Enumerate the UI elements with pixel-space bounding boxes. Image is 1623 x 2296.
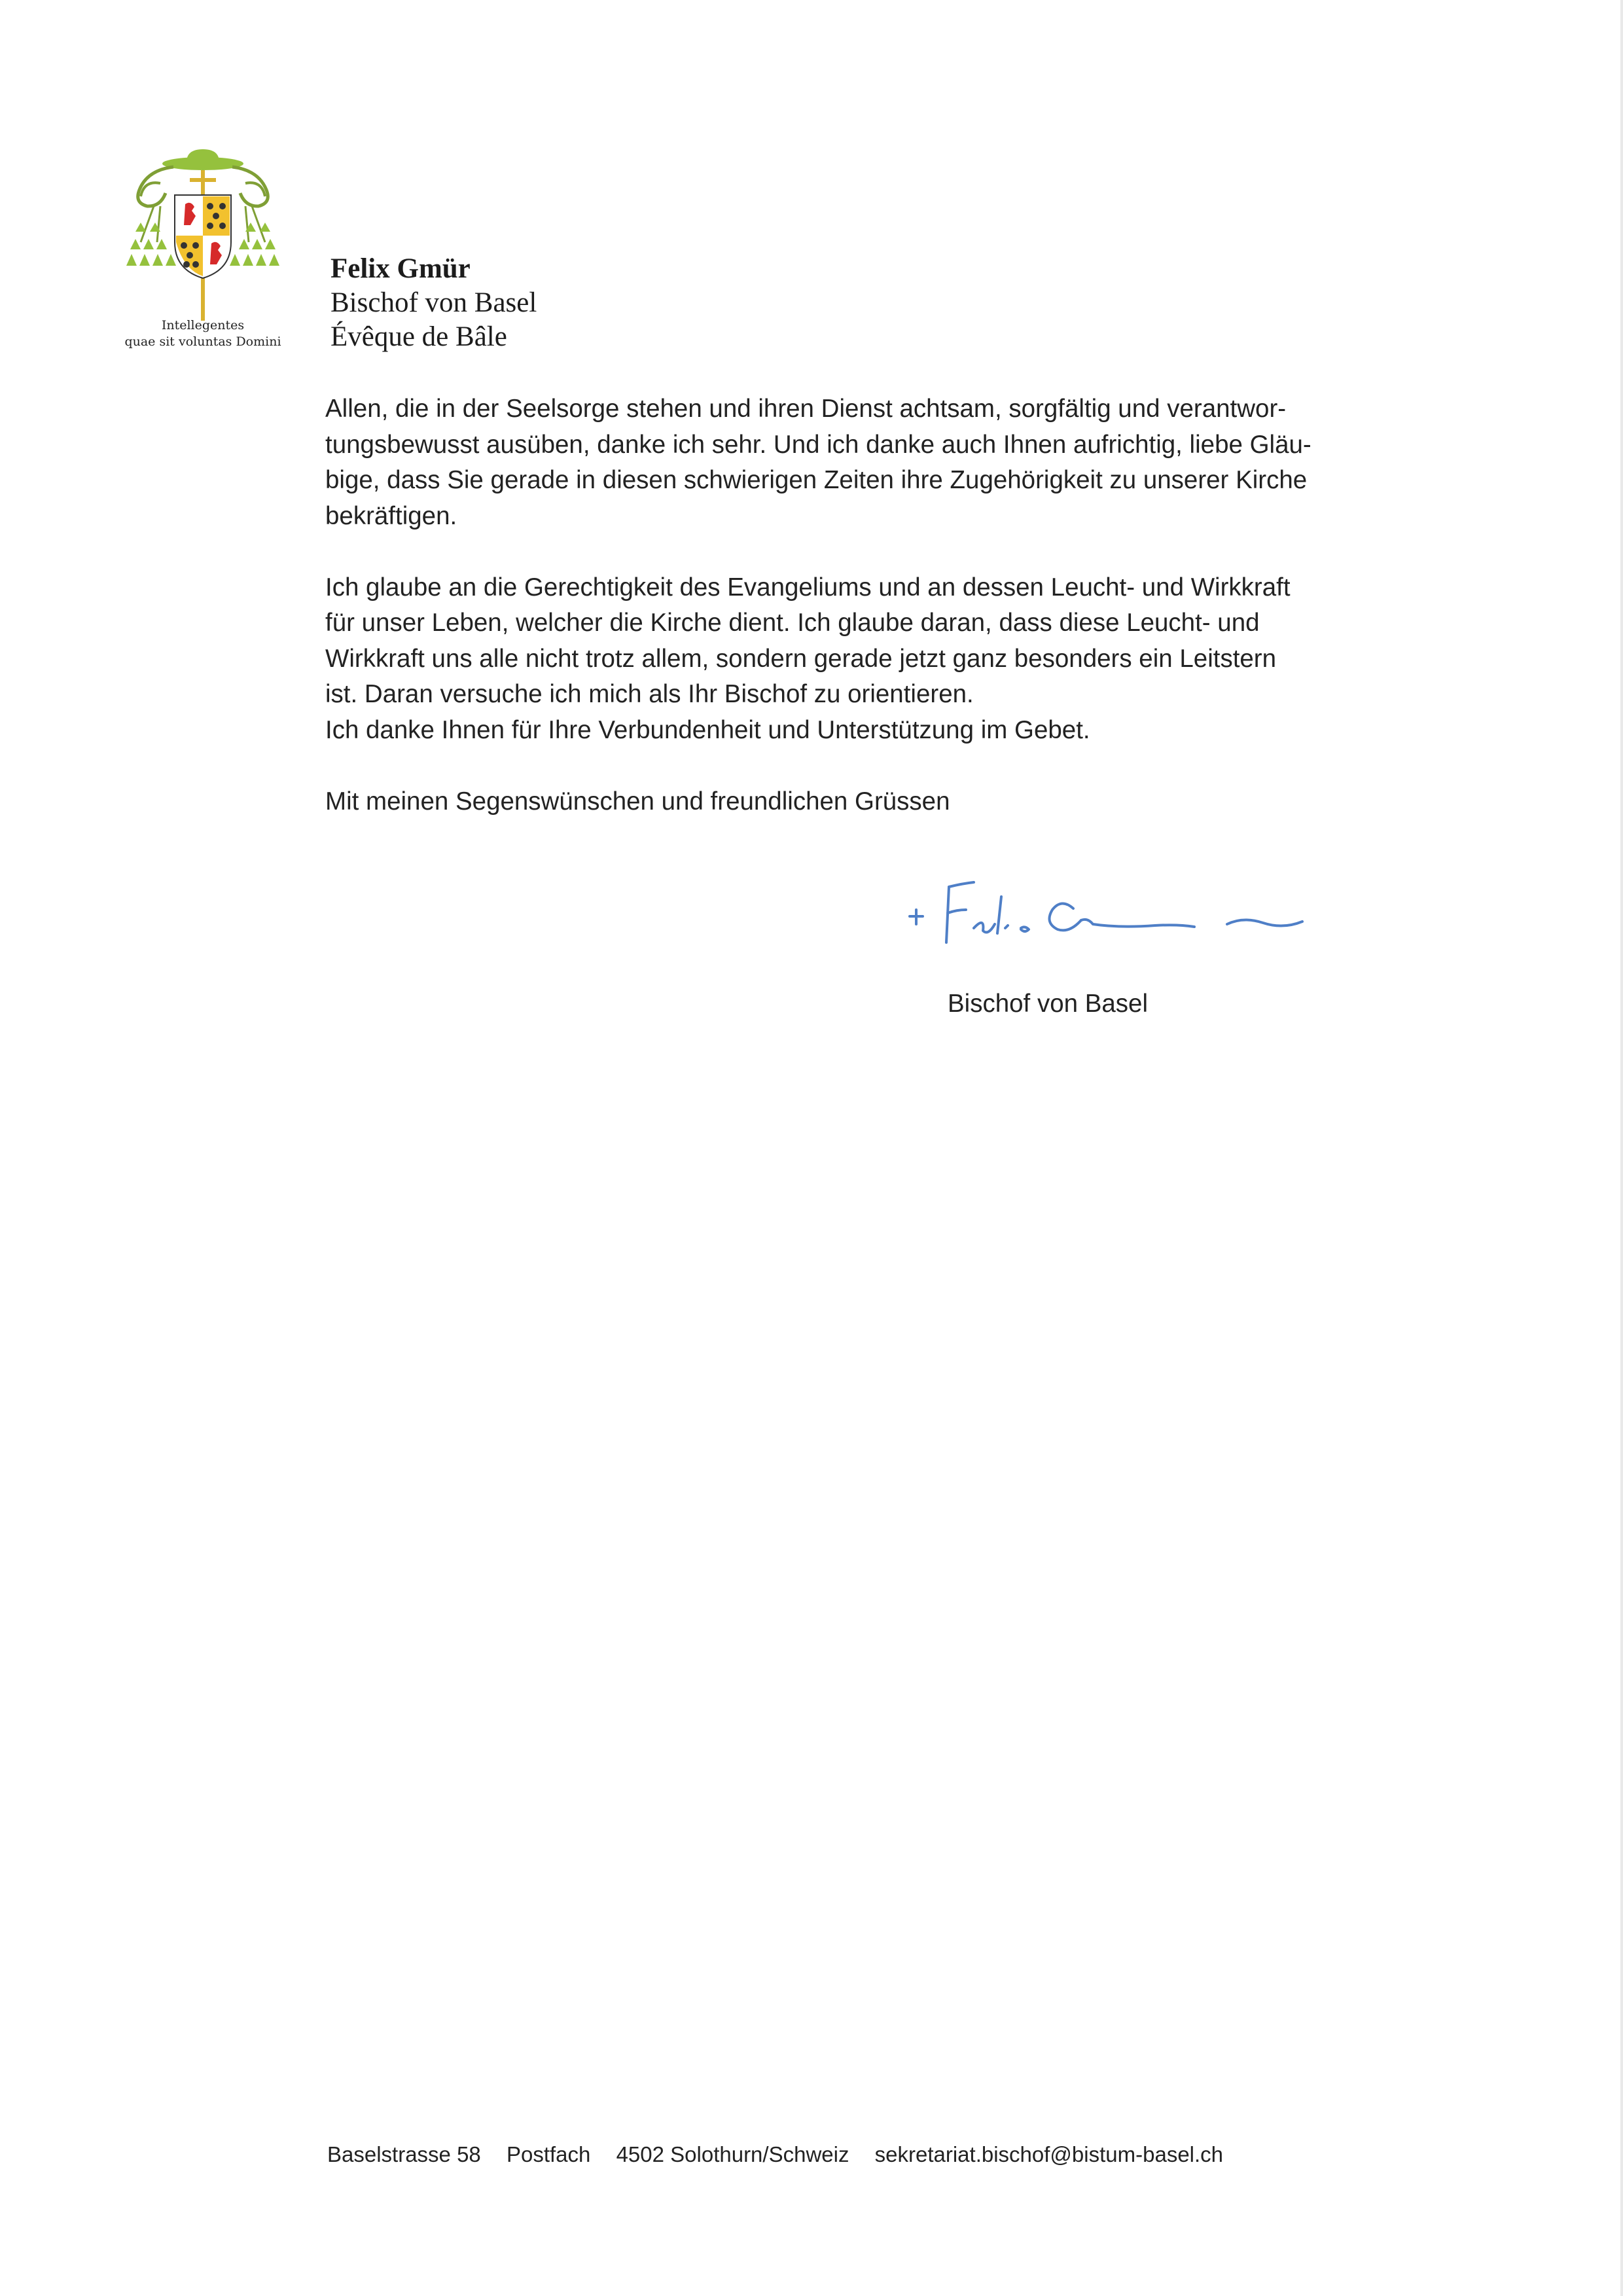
text-line: für unser Leben, welcher die Kirche dient. Ich glaube daran, dass diese Leucht- und	[325, 609, 1260, 637]
footer-city: 4502 Solothurn/Schweiz	[616, 2142, 849, 2166]
text-line: Ich danke Ihnen für Ihre Verbundenheit und Unterstützung im Gebet.	[325, 715, 1090, 744]
text-line: tungsbewusst ausüben, danke ich sehr. Und ich danke auch Ihnen aufrichtig, liebe Gläu-	[325, 430, 1311, 459]
text-line: Allen, die in der Seelsorge stehen und ihren Dienst achtsam, sorgfältig und verantwor-	[325, 395, 1287, 423]
letterhead	[330, 252, 537, 354]
paragraph-spacer	[325, 748, 1425, 784]
sender-title-de: Bischof von Basel	[330, 287, 537, 318]
paragraph-2	[325, 570, 1425, 749]
letter-body	[325, 391, 1425, 819]
text-line: ist. Daran versuche ich mich als Ihr Bischof zu orientieren.	[325, 680, 974, 708]
paragraph-1	[325, 391, 1425, 534]
motto-line: Intellegentes	[161, 318, 245, 332]
coat-of-arms-icon	[121, 144, 285, 327]
signature-title: Bischof von Basel	[948, 990, 1149, 1018]
motto-line: quae sit voluntas Domini	[124, 334, 281, 349]
closing-line: Mit meinen Segenswünschen und freundlichen Grüssen	[325, 787, 950, 816]
paragraph-spacer	[325, 534, 1425, 570]
footer-po-box: Postfach	[506, 2142, 591, 2166]
handwritten-signature	[897, 870, 1329, 962]
text-line: bige, dass Sie gerade in diesen schwierigen Zeiten ihre Zugehörigkeit zu unserer Kirche	[325, 466, 1308, 494]
footer-street: Baselstrasse 58	[327, 2142, 481, 2166]
crest-motto	[98, 317, 308, 350]
page-edge	[1620, 0, 1623, 2296]
text-line: Ich glaube an die Gerechtigkeit des Evangeliums und an dessen Leucht- und Wirkkraft	[325, 573, 1291, 601]
text-line: Wirkkraft uns alle nicht trotz allem, sondern gerade jetzt ganz besonders ein Leitstern	[325, 644, 1277, 673]
footer-email: sekretariat.bischof@bistum-basel.ch	[874, 2142, 1224, 2166]
footer-address	[327, 2140, 1223, 2169]
text-line: bekräftigen.	[325, 501, 457, 530]
sender-title-fr: Évêque de Bâle	[330, 321, 507, 352]
sender-name: Felix Gmür	[330, 253, 471, 284]
